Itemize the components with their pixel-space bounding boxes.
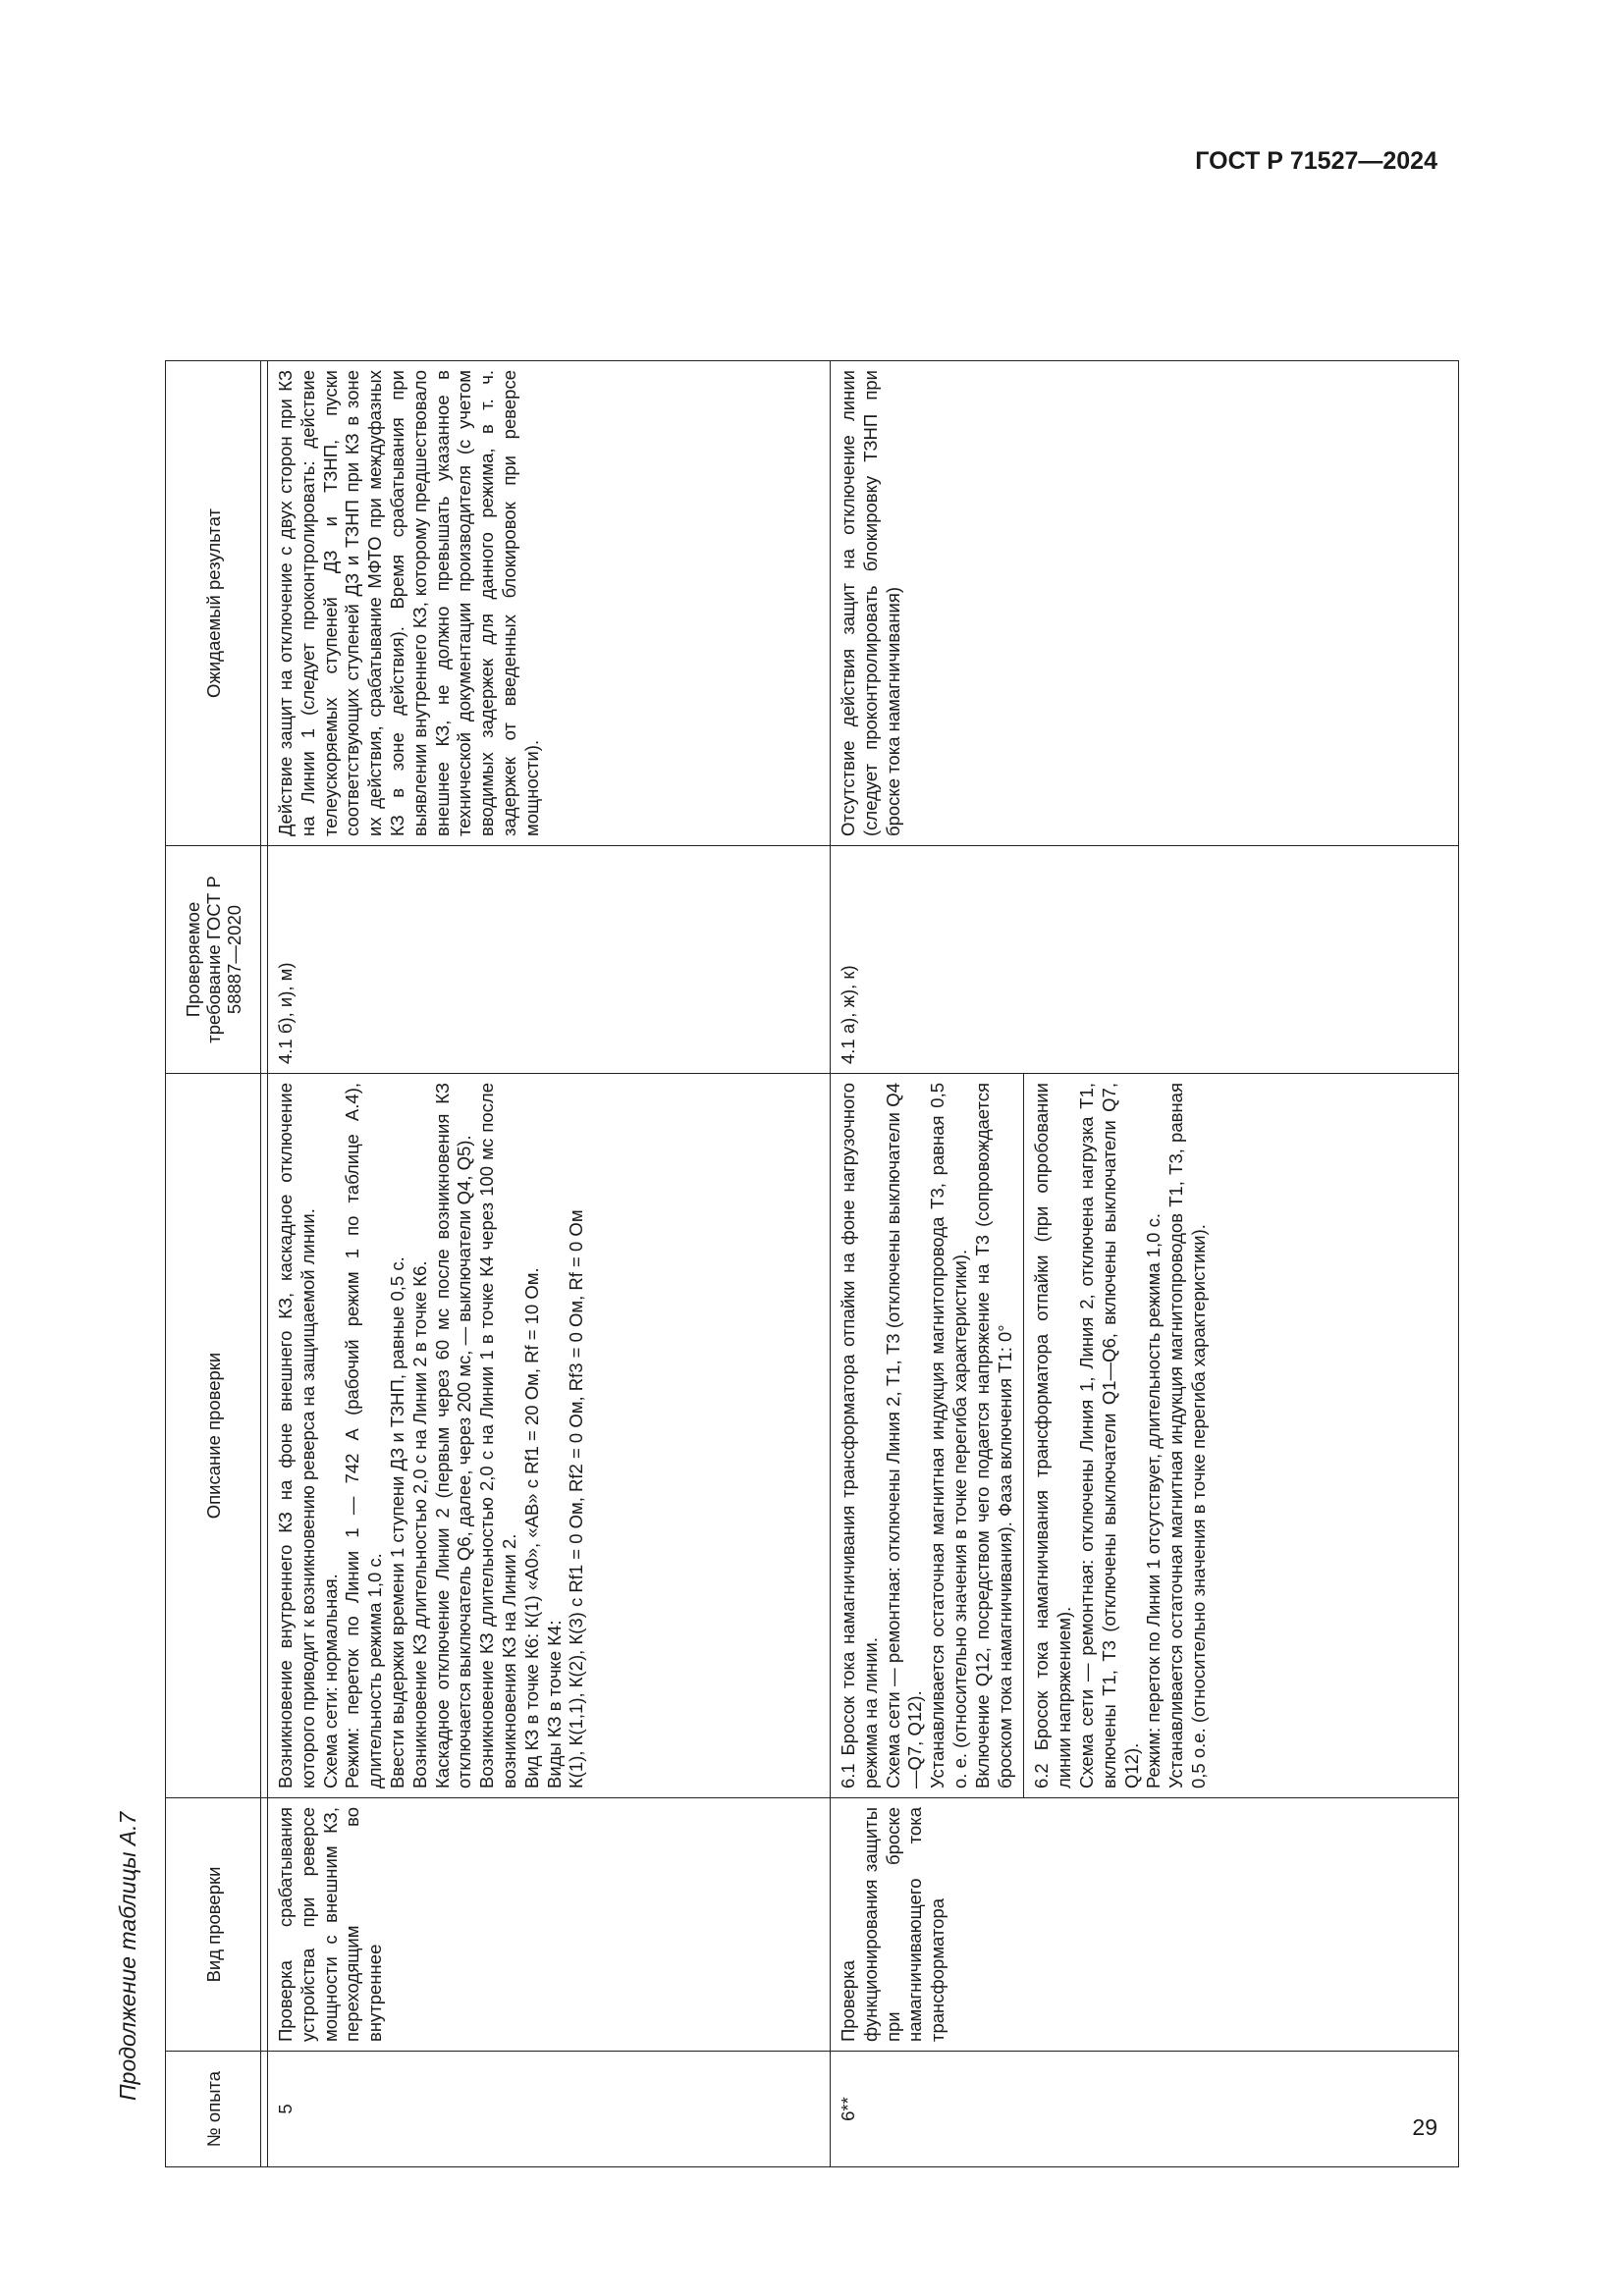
rotated-table-area	[98, 204, 1375, 2167]
table-row	[831, 361, 1459, 2167]
row-result: Отсутствие действия защит на отключение линии (следует проконтролировать блокировку ТЗНП при броске тока намагничивания)	[831, 361, 1459, 846]
desc-line: Каскадное отключение Линии 2 (первым через 60 мс после возникновения КЗ отключается выключатель Q6, далее, через 200 мс, — выключатели Q4, Q5).	[431, 1083, 475, 1789]
standard-designation: ГОСТ Р 71527—2024	[1195, 147, 1437, 175]
desc-line: Режим: переток по Линии 1 — 742 А (рабочий режим 1 по таблице А.4), длительность режима 1,0 с.	[342, 1083, 386, 1789]
desc-line: Устанавливается остаточная магнитная индукция магнитопроводов Т1, Т3, равная 0,5 о.е. (относительно значения в точке перегиба характеристики).	[1165, 1083, 1209, 1789]
header-separator	[261, 361, 268, 2167]
row-requirement: 4.1 б), и), м)	[268, 846, 831, 1074]
table-caption: Продолжение таблицы А.7	[115, 1811, 140, 2101]
page-number: 29	[1412, 2114, 1437, 2140]
desc-line: Вид КЗ в точке К6: К(1) «А0», «АВ» с Rf1 = 20 Ом, Rf = 10 Ом.	[520, 1267, 542, 1789]
desc-line: Возникновение КЗ длительностью 2,0 с на Линии 1 в точке К4 через 100 мс после возникновения КЗ на Линии 2.	[476, 1083, 519, 1789]
desc-line: Устанавливается остаточная магнитная индукция магнитопровода Т3, равная 0,5 о. е. (относительно значения в точке перегиба характеристики).	[927, 1083, 970, 1789]
header-num: № опыта	[166, 2052, 261, 2167]
table-header-row	[166, 361, 261, 2167]
header-type: Вид проверки	[166, 1798, 261, 2052]
header-desc: Описание проверки	[166, 1074, 261, 1798]
test-table	[165, 360, 1459, 2167]
row-num: 6**	[831, 2052, 1459, 2167]
desc-line: Виды КЗ в точке К4:	[543, 1620, 565, 1789]
desc-line: Схема сети — ремонтная: отключены Линия 1, Линия 2, отключена нагрузка Т1, включены Т1, Т3 (отключены выключатели Q1—Q6, включены выключатели Q7, Q12).	[1075, 1083, 1142, 1789]
row-result: Действие защит на отключение с двух сторон при КЗ на Линии 1 (следует проконтролировать: действие телеускоряемых ступеней ДЗ и ТЗНП, пуски соответствующих ступеней ДЗ и ТЗНП при КЗ в зоне их действия, срабатывание МФТО при междуфазных КЗ в зоне действия). Время срабатывания при выявлении внутреннего КЗ, которому предшествовало внешнее КЗ, не должно превышать указанное в технической документации производителя (с учетом вводимых задержек для данного режима, в т. ч. задержек от введенных блокировок при реверсе мощности).	[268, 361, 831, 846]
desc-line: Включение Q12, посредством чего подается напряжение на Т3 (сопровождается броском тока намагничивания). Фаза включения Т1: 0°	[971, 1083, 1015, 1789]
desc-line: К(1), К(1,1), К(2), К(3) с Rf1 = 0 Ом, Rf2 = 0 Ом, Rf3 = 0 Ом, Rf = 0 Ом	[566, 1209, 587, 1789]
desc-line: 6.2 Бросок тока намагничивания трансформатора отпайки (при опробовании линии напряжением).	[1031, 1083, 1075, 1789]
desc-line: Схема сети — ремонтная: отключены Линия 2, Т1, Т3 (отключены выключатели Q4—Q7, Q12).	[882, 1083, 926, 1789]
desc-line: Схема сети: нормальная.	[319, 1574, 341, 1789]
table-row	[268, 361, 831, 2167]
row-description	[831, 1074, 1459, 1798]
desc-block-6-2	[1023, 1074, 1217, 1797]
row-description	[268, 1074, 831, 1798]
desc-line: Режим: переток по Линии 1 отсутствует, длительность режима 1,0 с.	[1143, 1212, 1164, 1789]
desc-line: Возникновение КЗ длительностью 2,0 с на Линии 2 в точке К6.	[408, 1260, 430, 1789]
row-type: Проверка функционирования защиты при броске намагничивающего тока трансформатора	[831, 1798, 1459, 2052]
row-num: 5	[268, 2052, 831, 2167]
row-requirement: 4.1 а), ж), к)	[831, 846, 1459, 1074]
row-type: Проверка срабатывания устройства при реверсе мощности с внешним КЗ, переходящим во внутреннее	[268, 1798, 831, 2052]
desc-line: 6.1 Бросок тока намагничивания трансформатора отпайки на фоне нагрузочного режима на линии.	[838, 1083, 881, 1789]
header-result: Ожидаемый результат	[166, 361, 261, 846]
desc-line: Ввести выдержки времени 1 ступени ДЗ и ТЗНП, равные 0,5 с.	[386, 1256, 407, 1789]
desc-block-6-1	[831, 1074, 1023, 1797]
desc-line: Возникновение внутреннего КЗ на фоне внешнего КЗ, каскадное отключение которого приводит к возникновению реверса на защищаемой линии.	[275, 1083, 318, 1789]
header-requirement: Проверяемое требование ГОСТ Р 58887—2020	[166, 846, 261, 1074]
